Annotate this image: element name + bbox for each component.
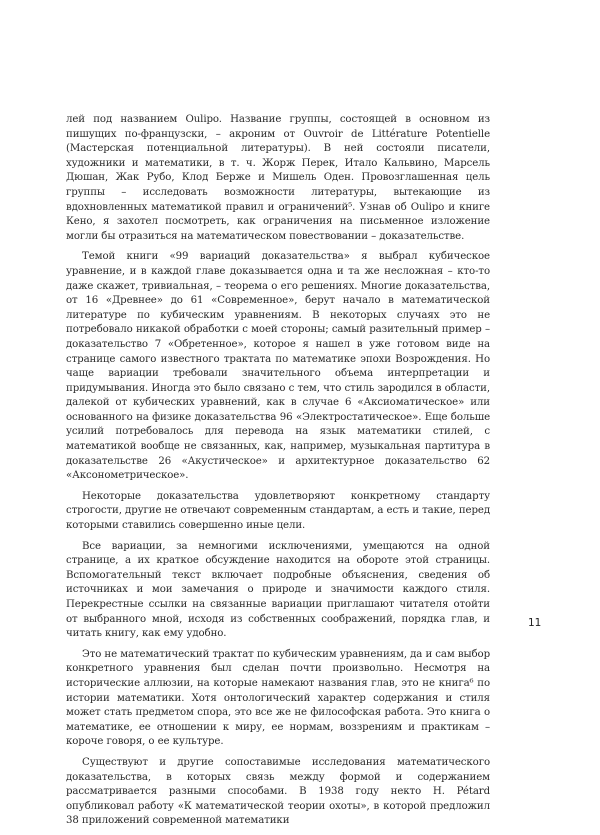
paragraph-variations: Все вариации, за немногими исключениями, умещаются на одной странице, а их краткое обсуждение находится на обороте этой страницы. Вспомогательный текст включает подробные объяснения, сведения об источниках и мои замечания о природе и значимости каждого стиля. Перекрестные ссылки на связанные вариации приглашают читателя отойти от выбранного мной, исходя из собственных соображений, порядка глав, и читать книгу, как ему удобно. [66, 540, 490, 640]
paragraph-not-treatise: Это не математический трактат по кубическим уравнениям, да и сам выбор конкретного уравнения был сделан почти произвольно. Несмотря на исторические аллюзии, на которые намекают названия глав, это не книга⁶ по истории математики. Хотя онтологический характер содержания и стиля может стать предметом спора, это все же не философская работа. Это книга о математике, ее отношении к миру, ее нормам, воззрениям и практикам – короче говоря, о ее культуре. [66, 648, 490, 748]
page-number: 11 [528, 617, 542, 629]
page-body [66, 113, 490, 835]
paragraph-other-studies: Существуют и другие сопоставимые исследования математического доказательства, в которых связь между формой и содержанием рассматривается разными способами. В 1938 году некто H. Pétard опубликовал работу «К математической теории охоты», в которой предложил 38 приложений современной математики [66, 756, 490, 827]
paragraph-oulipo: лей под названием Oulipo. Название группы, состоящей в основном из пишущих по-французски, – акроним от Ouvroir de Littérature Potentielle (Мастерская потенциальной литературы). В ней состояли писатели, художники и математики, в т. ч. Жорж Перек, Итало Кальвино, Марсель Дюшан, Жак Рубо, Клод Берже и Мишель Оден. Провозглашенная цель группы – исследовать возможности литературы, вытекающие из вдохновленных математикой правил и ограничений⁵. Узнав об Oulipo и книге Кено, я захотел посмотреть, как ограничения на письменное изложение могли бы отразиться на математическом повествовании – доказательстве. [66, 114, 490, 242]
paragraph-rigor: Некоторые доказательства удовлетворяют конкретному стандарту строгости, другие не отвечают современным стандартам, а есть и такие, перед которыми ставились совершенно иные цели. [66, 490, 490, 532]
paragraph-theme: Темой книги «99 вариаций доказательства» я выбрал кубическое уравнение, и в каждой главе доказывается одна и та же несложная – кто-то даже скажет, тривиальная, – теорема о его решениях. Многие доказательства, от 16 «Древнее» до 61 «Современное», берут начало в математической литературе по кубическим уравнениям. В некоторых случаях это не потребовало никакой обработки с моей стороны; самый разительный пример – доказательство 7 «Обретенное», которое я нашел в уже готовом виде на странице самого известного трактата по математике эпохи Возрождения. Но чаще вариации требовали значительного объема интерпретации и придумывания. Иногда это было связано с тем, что стиль зародился в области, далекой от кубических уравнений, как в случае 6 «Аксиоматическое» или основанного на физике доказательства 96 «Электростатическое». Еще больше усилий потребовалось для перевода на язык математики стилей, с математикой вообще не связанных, как, например, музыкальная партитура в доказательстве 26 «Акустическое» и архитектурное доказательство 62 «Аксонометрическое». [66, 251, 490, 482]
